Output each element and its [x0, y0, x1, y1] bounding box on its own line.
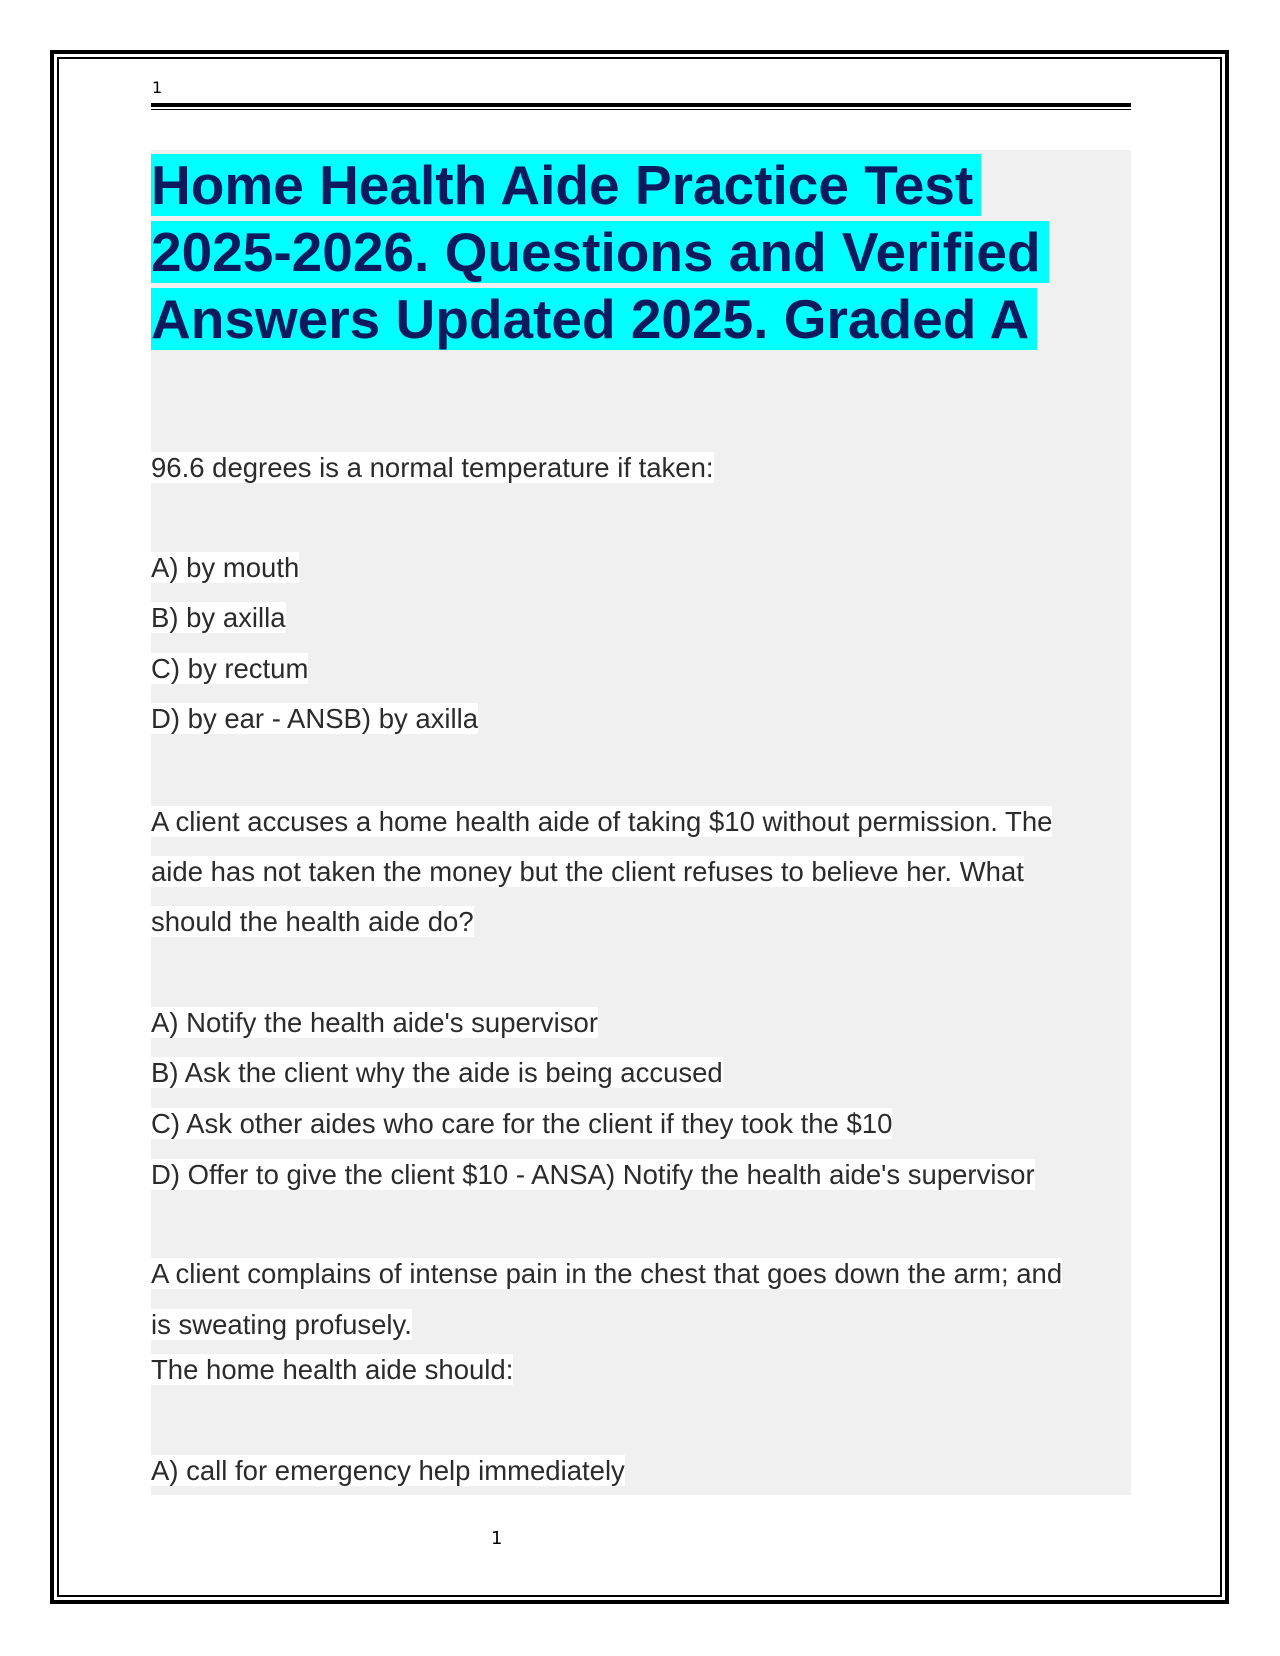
question-2-option-a: A) Notify the health aide's supervisor [151, 1007, 598, 1038]
header-rule-thick [151, 103, 1131, 107]
question-3-prompt-line-2: is sweating profusely. [151, 1309, 412, 1340]
question-3-option-a: A) call for emergency help immediately [151, 1455, 625, 1486]
question-3-prompt-line-3: The home health aide should: [151, 1354, 514, 1385]
question-2-option-d: D) Offer to give the client $10 - ANSA) Notify the health aide's supervisor [151, 1159, 1035, 1190]
question-1-option-a: A) by mouth [151, 552, 300, 583]
question-1-option-c: C) by rectum [151, 653, 309, 684]
question-1-option-b: B) by axilla [151, 602, 286, 633]
footer-page-number: 1 [491, 1528, 503, 1549]
title-line-3: Answers Updated 2025. Graded A [151, 288, 1037, 350]
question-3-prompt-line-1: A client complains of intense pain in the chest that goes down the arm; and [151, 1258, 1063, 1289]
question-1-prompt: 96.6 degrees is a normal temperature if taken: [151, 452, 714, 483]
question-2-prompt-line-3: should the health aide do? [151, 906, 474, 937]
header-page-number: 1 [152, 78, 163, 97]
question-1-option-d: D) by ear - ANSB) by axilla [151, 703, 479, 734]
question-2-prompt-line-2: aide has not taken the money but the client refuses to believe her. What [151, 856, 1024, 887]
header-rule-thin [151, 109, 1131, 110]
title-line-1: Home Health Aide Practice Test [151, 154, 981, 216]
question-2-option-c: C) Ask other aides who care for the client if they took the $10 [151, 1108, 893, 1139]
question-2-prompt-line-1: A client accuses a home health aide of taking $10 without permission. The [151, 806, 1053, 837]
title-line-2: 2025-2026. Questions and Verified [151, 221, 1049, 283]
document-title [151, 152, 1141, 353]
question-2-option-b: B) Ask the client why the aide is being accused [151, 1057, 723, 1088]
